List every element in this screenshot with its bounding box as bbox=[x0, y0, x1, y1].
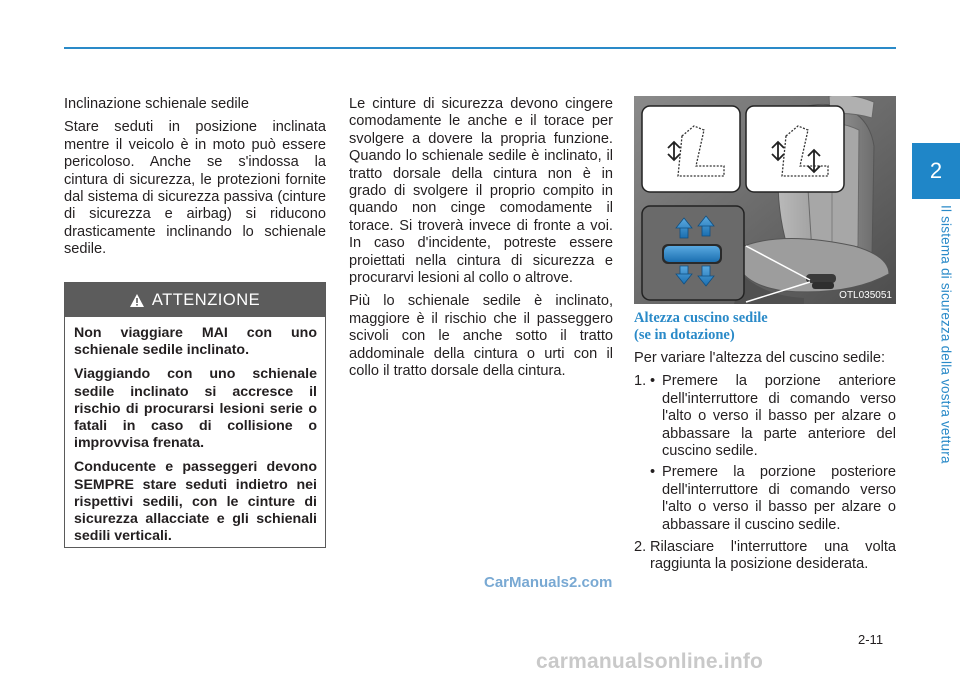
warning-paragraph-2: Viaggiando con uno schienale sedile inclinato si accresce il rischio di procurarsi lesioni serie o fatali in caso di collisione o improvvisa frenata. bbox=[74, 366, 317, 452]
seatbelt-paragraph-2: Più lo schienale sedile è inclinato, maggiore è il rischio che il passeggero scivoli con le anche sotto il tratto addominale della cintura o urti con il collo il tratto dorsale della cintura. bbox=[349, 293, 613, 380]
warning-paragraph-1: Non viaggiare MAI con uno schienale sedile inclinato. bbox=[74, 325, 317, 359]
warning-header bbox=[65, 283, 325, 317]
column-left bbox=[64, 96, 326, 265]
cushion-intro: Per variare l'altezza del cuscino sedile: bbox=[634, 350, 886, 366]
heading-line-1: Altezza cuscino sedile bbox=[634, 310, 768, 326]
bullet-item-front bbox=[650, 373, 896, 460]
list-item-2-text: Rilasciare l'interruttore una volta raggiunta la posizione desiderata. bbox=[650, 539, 896, 573]
bullet-item-rear bbox=[650, 464, 896, 534]
warning-triangle-icon bbox=[130, 294, 144, 307]
list-item-1 bbox=[634, 373, 896, 460]
warning-box bbox=[64, 282, 326, 548]
section-heading-recline: Inclinazione schienale sedile bbox=[64, 96, 249, 112]
seat-height-figure bbox=[634, 96, 896, 304]
bullet-text-front: Premere la porzione anteriore dell'interruttore di comando verso l'alto o verso il basso per alzare o abbassare la parte anteriore del cuscino sedile. bbox=[662, 373, 896, 460]
list-number: 2. bbox=[634, 539, 647, 556]
warning-title: ATTENZIONE bbox=[151, 290, 261, 309]
list-number: 1. bbox=[634, 373, 647, 390]
chapter-title: Il sistema di sicurezza della vostra vettura bbox=[938, 205, 954, 464]
warning-body bbox=[65, 317, 325, 545]
section-heading-cushion-height bbox=[634, 310, 896, 344]
column-right bbox=[634, 310, 896, 578]
seatbelt-paragraph-1: Le cinture di sicurezza devono cingere comodamente le anche e il torace per svolgere a dovere la propria funzione. Quando lo schienale sedile è inclinato, il tratto dorsale della cintura non è in grado di svolgere il proprio compito in quando non cinge comodamente il torace. Si troverà invece di fronte a voi. In caso d'incidente, potreste essere proiettati nella cintura di sicurezza e procurarvi lesioni al collo o altrove. bbox=[349, 96, 613, 287]
warning-paragraph-3: Conducente e passeggeri devono SEMPRE stare seduti indietro nei rispettivi sedili, con le cinture di sicurezza allacciate e gli schienali sedili verticali. bbox=[74, 459, 317, 545]
bullet-text-rear: Premere la porzione posteriore dell'interruttore di comando verso l'alto o verso il basso per alzare o abbassare il cuscino sedile. bbox=[662, 464, 896, 533]
list-item-2 bbox=[634, 539, 896, 574]
recline-paragraph: Stare seduti in posizione inclinata mentre il veicolo è in moto può essere pericoloso. Anche se s'indossa la cintura di sicurezza, le protezioni fornite dal sistema di sicurezza passiva (cinture di sicurezza e airbag) si riducono drasticamente inclinando lo schienale sedile. bbox=[64, 119, 326, 258]
footer-watermark: carmanualsonline.info bbox=[536, 650, 764, 673]
heading-line-2: (se in dotazione) bbox=[634, 327, 735, 343]
chapter-title-vertical bbox=[936, 205, 956, 485]
chapter-number-tab: 2 bbox=[912, 143, 960, 199]
bullet-mark: • bbox=[650, 373, 656, 390]
list-item-1-bullets bbox=[650, 373, 896, 460]
bullet-mark: • bbox=[650, 464, 656, 481]
column-middle bbox=[349, 96, 613, 387]
top-rule bbox=[64, 47, 896, 49]
page-number: 2-11 bbox=[858, 632, 884, 647]
site-watermark: CarManuals2.com bbox=[484, 574, 613, 591]
figure-code: OTL035051 bbox=[839, 290, 892, 301]
power-seat-illustration bbox=[634, 96, 896, 304]
